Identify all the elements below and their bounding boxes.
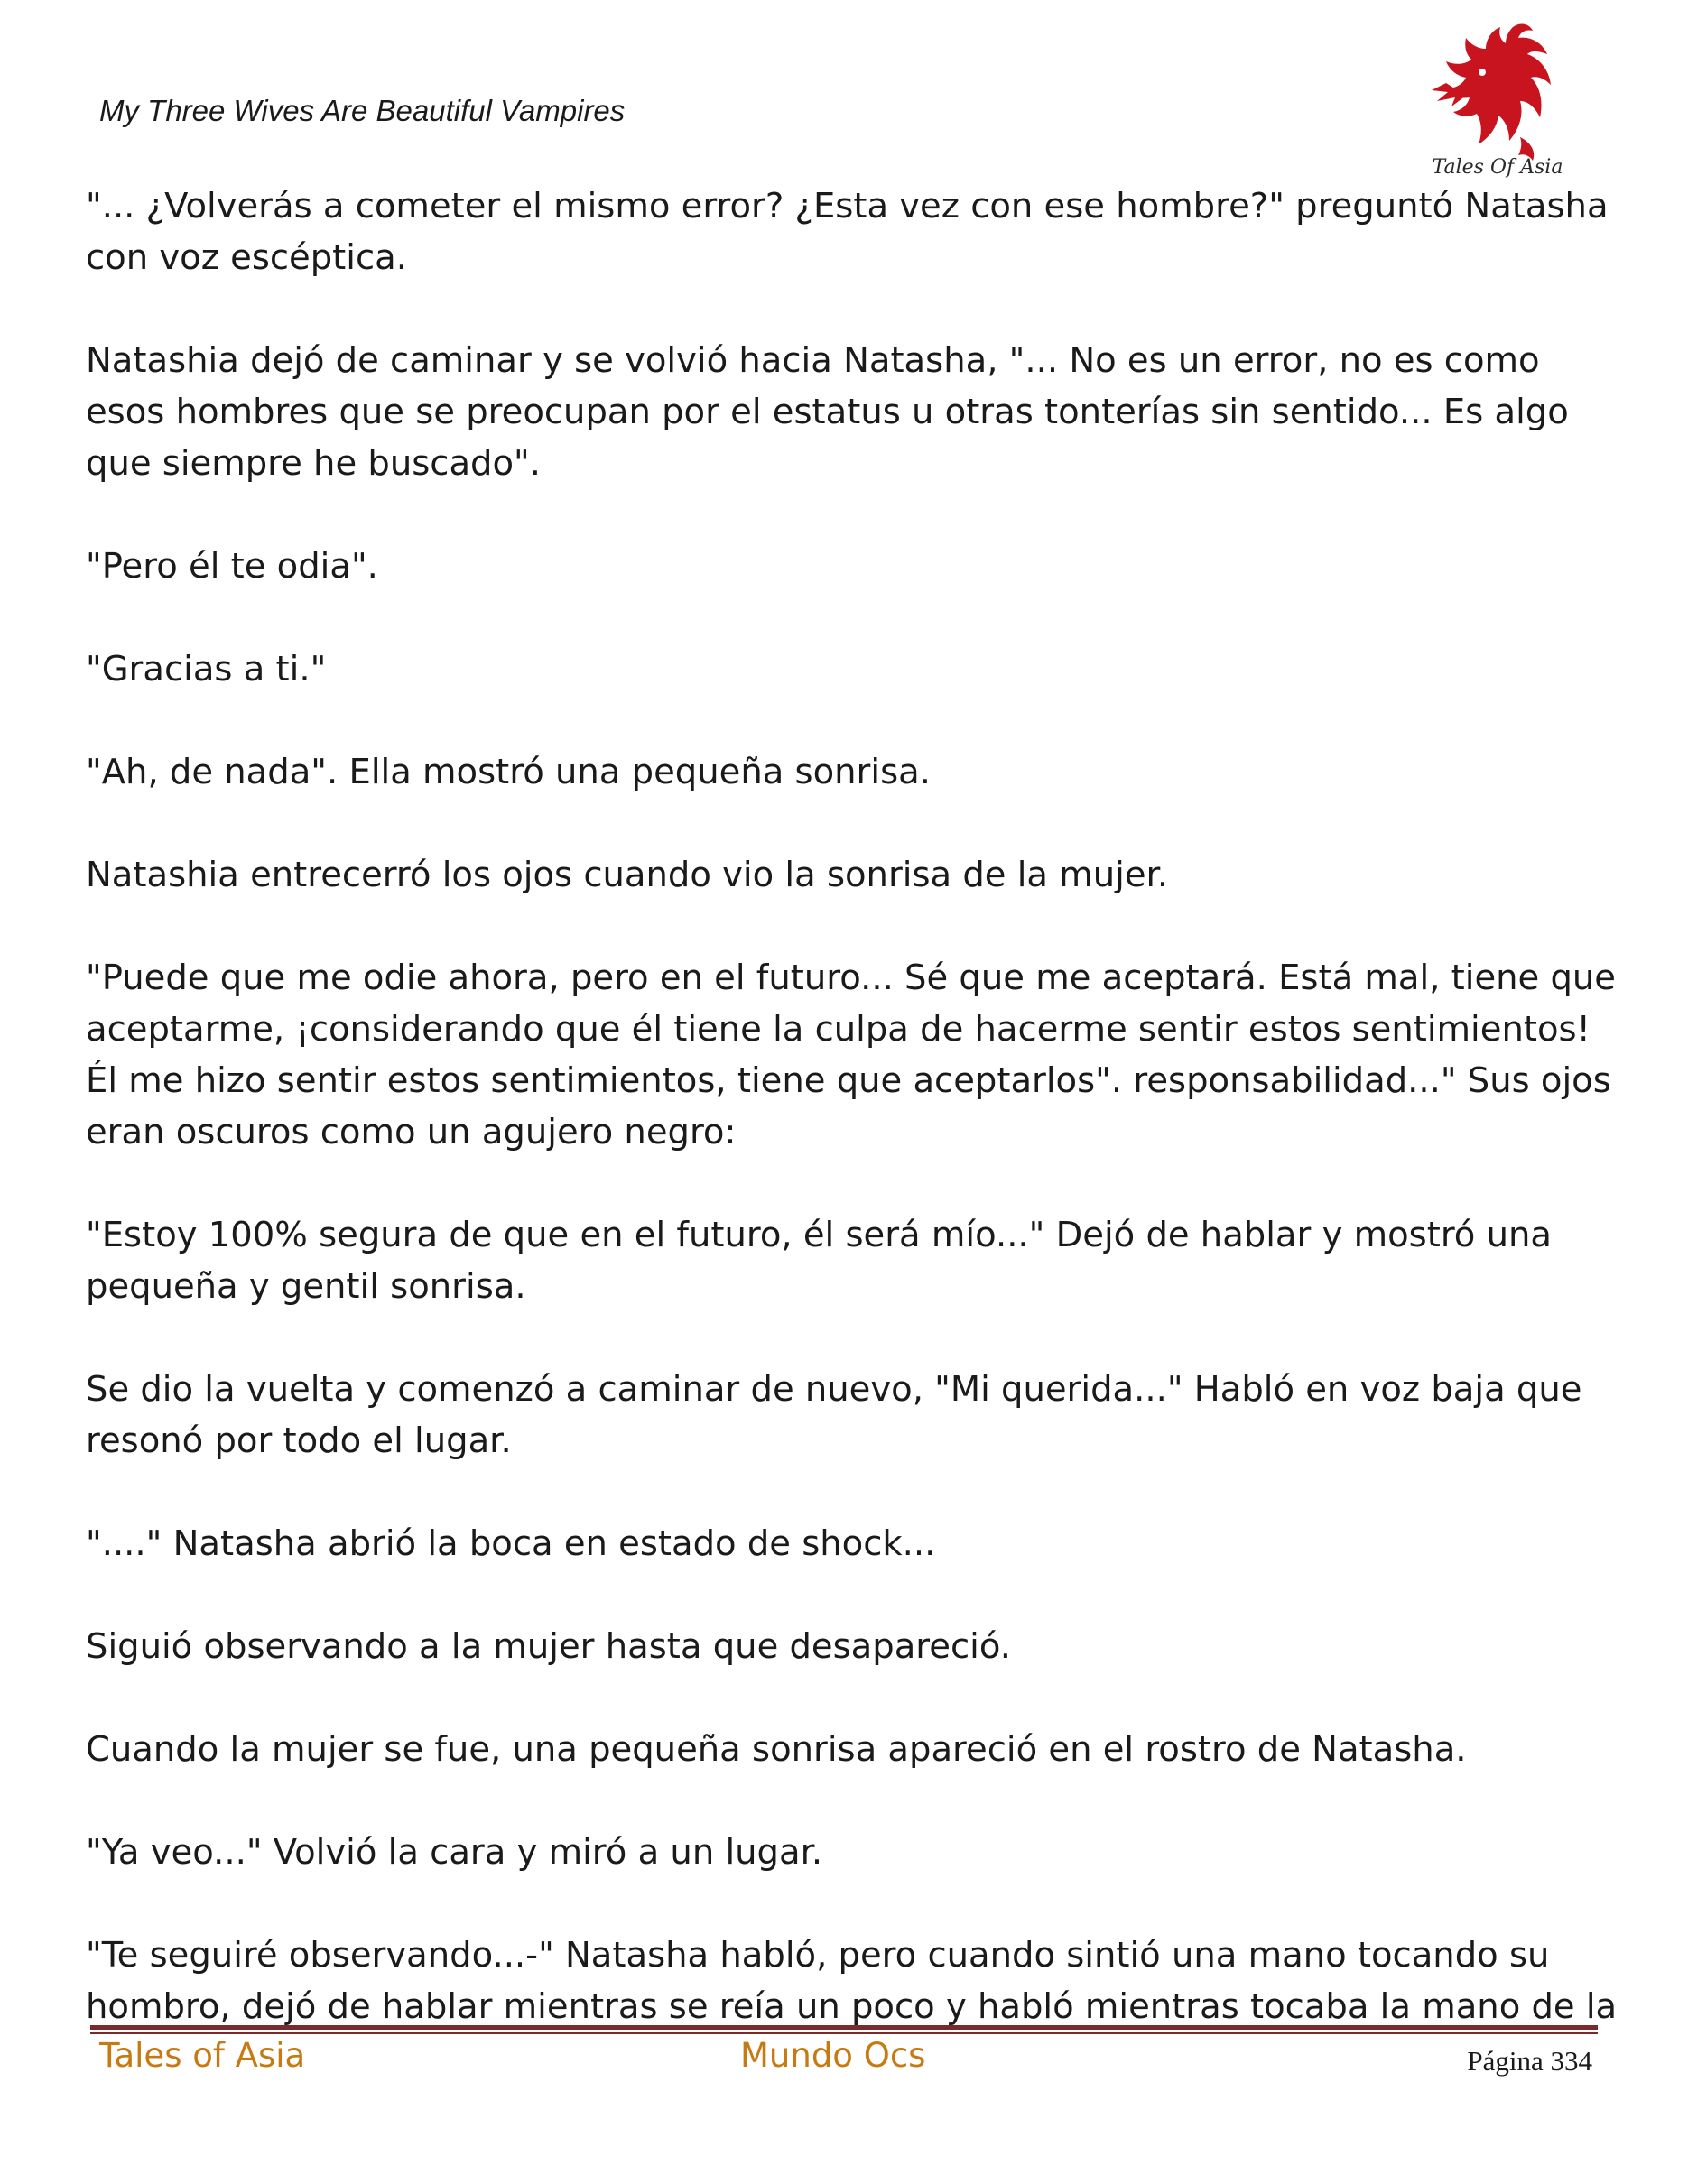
- paragraph: "Puede que me odie ahora, pero en el futuro... Sé que me aceptará. Está mal, tiene que aceptarme, ¡considerando que él tiene la culpa de hacerme sentir estos sentimientos! Él me hizo sentir estos sentimientos, tiene que aceptarlos". responsabilidad..." Sus ojos eran oscuros como un agujero negro:: [86, 958, 1616, 1152]
- paragraph: "Ah, de nada". Ella mostró una pequeña sonrisa.: [86, 752, 931, 792]
- paragraph: "Estoy 100% segura de que en el futuro, él será mío..." Dejó de hablar y mostró una pequeña y gentil sonrisa.: [86, 1215, 1552, 1307]
- paragraph: Siguió observando a la mujer hasta que desapareció.: [86, 1626, 1011, 1667]
- paragraph: Natashia entrecerró los ojos cuando vio la sonrisa de la mujer.: [86, 855, 1169, 895]
- paragraph: Cuando la mujer se fue, una pequeña sonrisa apareció en el rostro de Natasha.: [86, 1729, 1467, 1770]
- paragraph: "Te seguiré observando...-" Natasha habló, pero cuando sintió una mano tocando su hombro, dejó de hablar mientras se reía un poco y habló mientras tocaba la mano de la: [86, 1935, 1618, 2025]
- paragraph: "Gracias a ti.": [86, 649, 327, 689]
- paragraph: Se dio la vuelta y comenzó a caminar de nuevo, "Mi querida..." Habló en voz baja que resonó por todo el lugar.: [86, 1369, 1582, 1461]
- footer-divider: [90, 2025, 1598, 2030]
- logo-text: Tales Of Asia: [1432, 156, 1563, 179]
- footer-publisher: Tales of Asia: [99, 2036, 306, 2075]
- paragraph: "... ¿Volverás a cometer el mismo error? ¿Esta vez con ese hombre?" preguntó Natasha con voz escéptica.: [86, 186, 1609, 278]
- publisher-logo: [1430, 20, 1565, 180]
- paragraph: "Pero él te odia".: [86, 546, 378, 587]
- page-number: Página 334: [1467, 2045, 1592, 2077]
- chapter-body: [86, 180, 1620, 2025]
- red-dragon-icon: [1430, 20, 1565, 180]
- paragraph: "Ya veo..." Volvió la cara y miró a un lugar.: [86, 1832, 823, 1873]
- footer-series: Mundo Ocs: [740, 2036, 926, 2075]
- paragraph: "...." Natasha abrió la boca en estado de shock...: [86, 1523, 936, 1564]
- footer-divider-thin: [90, 2032, 1598, 2034]
- paragraph: Natashia dejó de caminar y se volvió hacia Natasha, "... No es un error, no es como esos hombres que se preocupan por el estatus u otras tonterías sin sentido... Es algo que siempre he buscado".: [86, 340, 1569, 484]
- book-title: My Three Wives Are Beautiful Vampires: [99, 94, 626, 127]
